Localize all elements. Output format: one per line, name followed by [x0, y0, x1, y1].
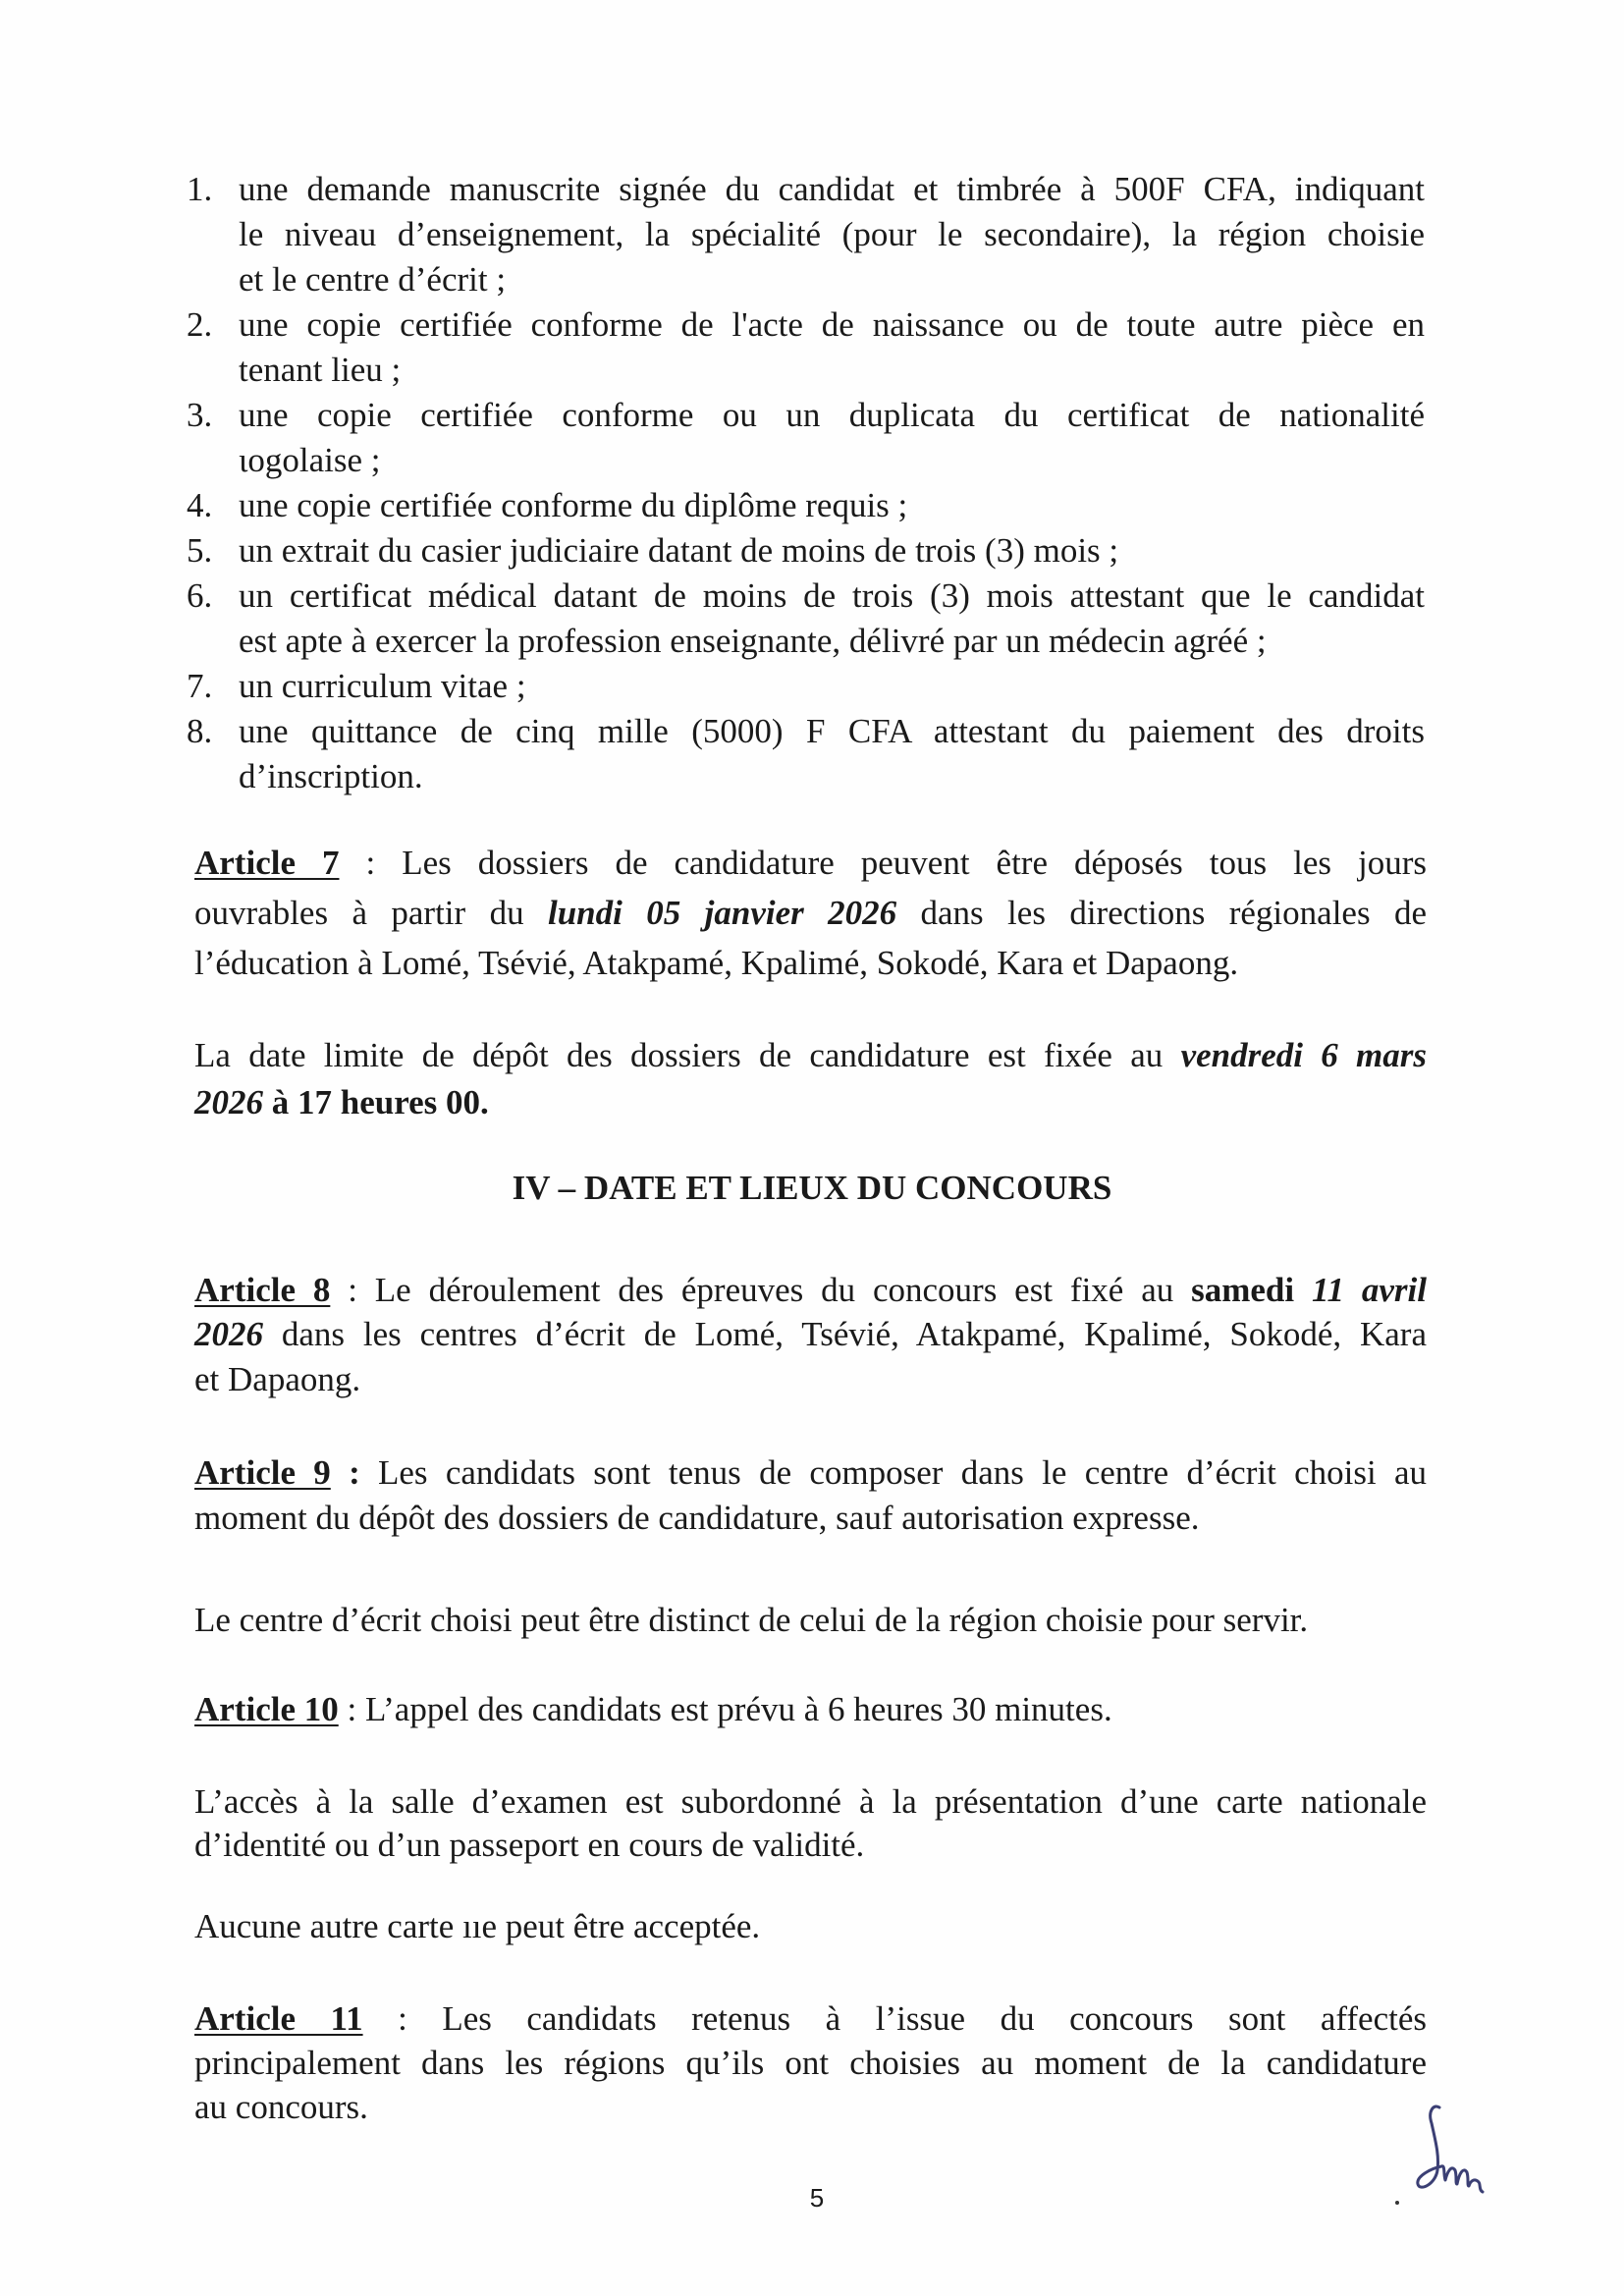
article-text: Les dossiers de candidature peuvent être déposés tous les jours — [402, 844, 1427, 882]
article-text: dans les centres d’écrit de Lomé, Tsévié, Atakpamé, Kpalimé, Sokodé, Kara — [263, 1315, 1427, 1353]
article-8-line-1 — [194, 1268, 1427, 1313]
list-number: 2. — [187, 305, 213, 344]
article-label: Article 9 — [194, 1453, 331, 1492]
centre-note: Le centre d’écrit choisi peut être distinct de celui de la région choisie pour servir. — [194, 1601, 1309, 1639]
list-number: 7. — [187, 667, 213, 705]
list-item-line: d’inscription. — [239, 757, 423, 795]
article-separator: : — [330, 1271, 375, 1309]
article-7-line-3: l’éducation à Lomé, Tsévié, Atakpamé, Kpalimé, Sokodé, Kara et Dapaong. — [194, 944, 1239, 982]
list-item-line: ιogolaise ; — [239, 441, 381, 479]
list-item-line: une demande manuscrite signée du candidat et timbrée à 500F CFA, indiquant — [239, 170, 1425, 208]
list-item-line: un extrait du casier judiciaire datant de moins de trois (3) mois ; — [239, 531, 1119, 570]
article-text: ouvrables à partir du — [194, 894, 548, 932]
article-11-line-1 — [194, 1996, 1427, 2042]
exam-day: samedi — [1191, 1271, 1295, 1309]
access-note-line-2: d’identité ou d’un passeport en cours de validité. — [194, 1826, 865, 1864]
list-number: 3. — [187, 396, 213, 434]
list-number: 1. — [187, 170, 213, 208]
stray-mark — [1395, 2201, 1399, 2205]
article-separator: : — [362, 1999, 443, 2038]
article-text: L’appel des candidats est prévu à 6 heures 30 minutes. — [364, 1690, 1112, 1728]
list-item-line: une copie certifiée conforme ou un duplicata du certificat de nationalité — [239, 396, 1425, 434]
access-note-line-1: L’accès à la salle d’examen est subordonné à la présentation d’une carte nationale — [194, 1782, 1427, 1821]
list-item-line: un curriculum vitae ; — [239, 667, 526, 705]
article-separator: : — [330, 1453, 379, 1492]
list-item-line: est apte à exercer la profession enseignante, délivré par un médecin agréé ; — [239, 622, 1267, 660]
article-9-line-2: moment du dépôt des dossiers de candidature, sauf autorisation expresse. — [194, 1499, 1200, 1537]
article-text: Les candidats retenus à l’issue du concours sont affectés — [442, 1999, 1427, 2038]
deposit-start-date: lundi 05 janvier 2026 — [547, 894, 897, 932]
deadline-time: à 17 heures 00. — [263, 1083, 489, 1121]
deadline-text: La date limite de dépôt des dossiers de candidature est fixée au — [194, 1036, 1181, 1074]
list-item-line: tenant lieu ; — [239, 351, 402, 389]
list-item-line: le niveau d’enseignement, la spécialité (pour le secondaire), la région choisie — [239, 215, 1425, 253]
article-text: Les candidats sont tenus de composer dans le centre d’écrit choisi au — [378, 1453, 1428, 1492]
exam-year: 2026 — [194, 1315, 263, 1353]
deadline-line-1 — [194, 1033, 1427, 1078]
article-7-line-2 — [194, 891, 1427, 936]
list-item-line: une quittance de cinq mille (5000) F CFA attestant du paiement des droits — [239, 712, 1425, 750]
article-8-line-2 — [194, 1312, 1427, 1357]
article-label: Article 10 — [194, 1690, 339, 1728]
article-9-line-1 — [194, 1450, 1427, 1496]
list-number: 4. — [187, 486, 213, 524]
article-11-line-2: principalement dans les régions qu’ils ont choisies au moment de la candidature — [194, 2044, 1427, 2082]
no-other-card-note: Aucune autre carte ııe peut être acceptée. — [194, 1907, 761, 1945]
article-separator: : — [338, 1690, 365, 1728]
deadline-year: 2026 — [194, 1083, 263, 1121]
list-item-line: un certificat médical datant de moins de trois (3) mois attestant que le candidat — [239, 576, 1425, 615]
list-number: 8. — [187, 712, 213, 750]
article-7-line-1 — [194, 841, 1427, 886]
section-heading: IV – DATE ET LIEUX DU CONCOURS — [512, 1169, 1112, 1207]
signature-icon — [1410, 2102, 1504, 2200]
article-label: Article 8 — [194, 1271, 331, 1309]
exam-date: 11 avril — [1294, 1271, 1427, 1309]
article-text: Le déroulement des épreuves du concours est fixé au — [374, 1271, 1192, 1309]
article-8-line-3: et Dapaong. — [194, 1360, 361, 1398]
page-number: 5 — [809, 2183, 825, 2213]
list-number: 5. — [187, 531, 213, 570]
article-label: Article 7 — [194, 844, 340, 882]
list-item-line: et le centre d’écrit ; — [239, 260, 507, 299]
article-11-line-3: au concours. — [194, 2088, 368, 2126]
deadline-line-2 — [194, 1080, 1427, 1125]
article-label: Article 11 — [194, 1999, 363, 2038]
article-separator: : — [339, 844, 403, 882]
article-10 — [194, 1687, 1427, 1732]
article-text: dans les directions régionales de — [896, 894, 1427, 932]
list-item-line: une copie certifiée conforme du diplôme requis ; — [239, 486, 908, 524]
deadline-date: vendredi 6 mars — [1180, 1036, 1427, 1074]
list-number: 6. — [187, 576, 213, 615]
list-item-line: une copie certifiée conforme de l'acte de naissance ou de toute autre pièce en — [239, 305, 1425, 344]
